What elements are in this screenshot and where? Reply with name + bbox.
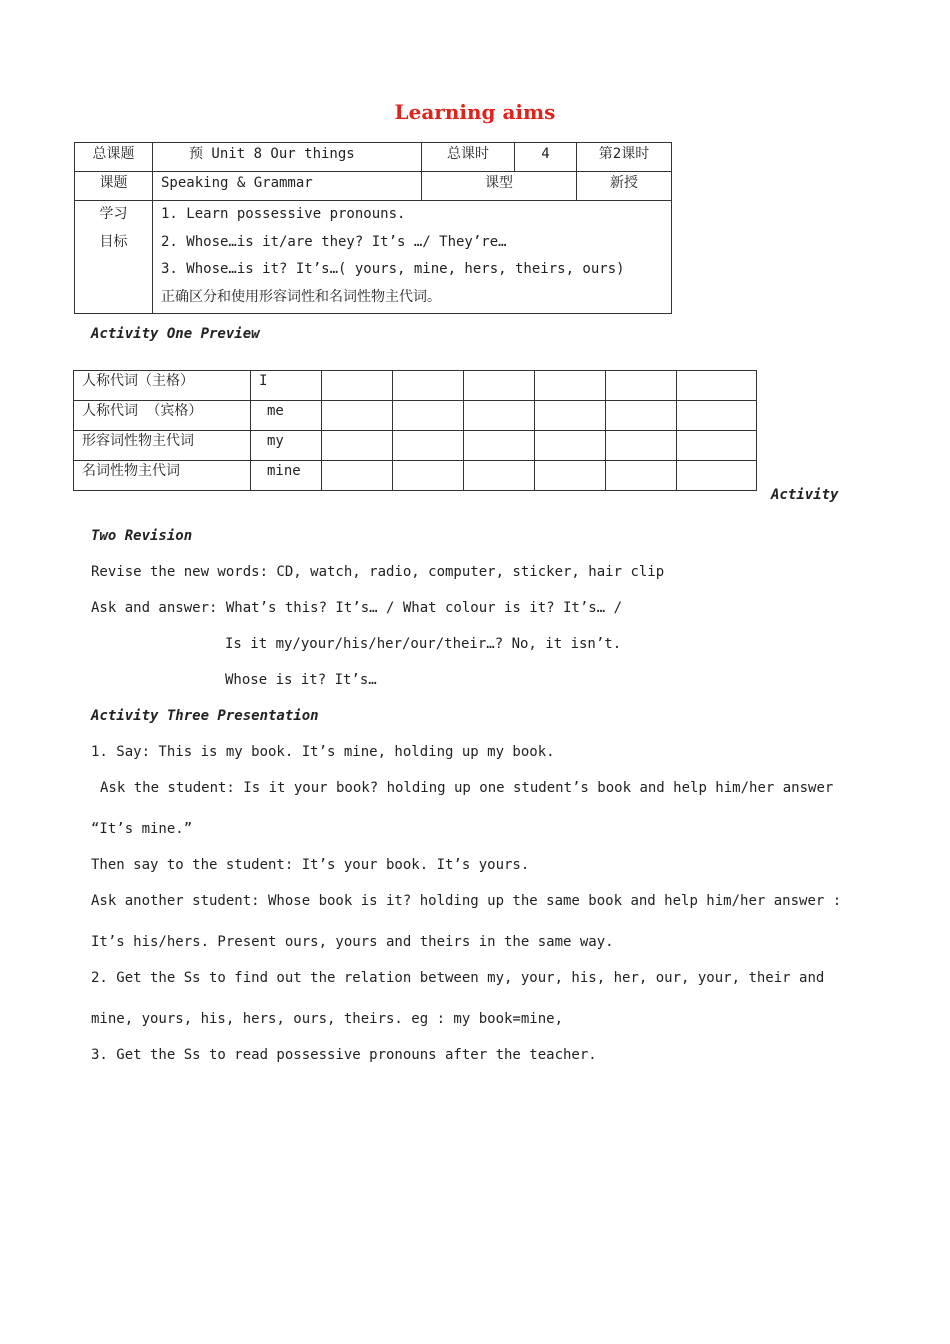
blank-cell [464,431,535,461]
table-cell: Speaking & Grammar [153,172,422,201]
blank-cell [322,461,393,491]
blank-cell [606,431,677,461]
presentation-line: Then say to the student: It’s your book. It’s yours. [91,857,530,873]
blank-cell [677,431,757,461]
presentation-line: mine, yours, his, hers, ours, theirs. eg : my book=mine, [91,1011,564,1027]
table-cell: 总课题 [75,143,153,172]
presentation-line: 3. Get the Ss to read possessive pronouns after the teacher. [91,1047,597,1063]
blank-cell [393,401,464,431]
table-row [74,431,757,461]
blank-cell [677,401,757,431]
table-row [75,172,672,201]
presentation-line: It’s his/hers. Present ours, yours and theirs in the same way. [91,934,614,950]
blank-cell [464,371,535,401]
table-cell: 形容词性物主代词 [74,431,251,461]
activity-one-heading: Activity One Preview [91,326,260,342]
blank-cell [677,371,757,401]
activity-two-heading: Activity [771,487,839,503]
presentation-line: Ask the student: Is it your book? holding up one student’s book and help him/her answer [100,780,834,796]
table-cell: mine [251,461,322,491]
page-title: Learning aims [394,100,556,124]
blank-cell [322,431,393,461]
blank-cell [393,431,464,461]
aim-item: 3. Whose…is it? It’s…( yours, mine, hers, theirs, ours) [161,261,625,277]
blank-cell [606,371,677,401]
activity-three-heading: Activity Three Presentation [91,708,319,724]
table-cell: I [251,371,322,401]
table-cell: 新授 [577,172,672,201]
table-cell: my [251,431,322,461]
table-row [74,461,757,491]
table-cell: 课型 [422,172,577,201]
blank-cell [677,461,757,491]
table-cell: 人称代词（主格） [74,371,251,401]
table-row [75,201,672,314]
aims-content-cell [153,201,672,314]
table-cell: 4 [515,143,577,172]
blank-cell [606,401,677,431]
presentation-line: Ask another student: Whose book is it? holding up the same book and help him/her answer : [91,893,842,909]
blank-cell [535,461,606,491]
presentation-line: 1. Say: This is my book. It’s mine, holding up my book. [91,744,555,760]
table-cell: 名词性物主代词 [74,461,251,491]
blank-cell [535,401,606,431]
presentation-line: “It’s mine.” [91,821,193,837]
presentation-line: 2. Get the Ss to find out the relation between my, your, his, her, our, your, their and [91,970,825,986]
blank-cell [393,461,464,491]
revision-line: Is it my/your/his/her/our/their…? No, it isn’t. [225,636,622,652]
blank-cell [535,371,606,401]
aim-item: 1. Learn possessive pronouns. [161,206,406,222]
aim-item: 2. Whose…is it/are they? It’s …/ They’re… [161,233,507,250]
revision-line: Ask and answer: What’s this? It’s… / What colour is it? It’s… / [91,600,623,616]
pronoun-table [73,370,757,491]
blank-cell [322,401,393,431]
blank-cell [393,371,464,401]
revision-line: Whose is it? It’s… [225,672,377,688]
table-row [74,401,757,431]
blank-cell [535,431,606,461]
revision-line: Revise the new words: CD, watch, radio, computer, sticker, hair clip [91,564,665,580]
table-cell: me [251,401,322,431]
blank-cell [464,461,535,491]
blank-cell [322,371,393,401]
table-cell: 预 Unit 8 Our things [153,143,422,172]
table-cell: 人称代词 （宾格） [74,401,251,431]
table-cell: 总课时 [422,143,515,172]
lesson-info-table [74,142,672,314]
table-row [75,143,672,172]
activity-two-heading: Two Revision [91,528,193,544]
table-cell: 第2课时 [577,143,672,172]
aims-label: 目标 [99,233,128,250]
table-row [74,371,757,401]
aims-label: 学习 [99,206,128,222]
table-cell: 课题 [75,172,153,201]
aim-item: 正确区分和使用形容词性和名词性物主代词。 [161,288,441,305]
blank-cell [464,401,535,431]
aims-label-cell [75,201,153,314]
blank-cell [606,461,677,491]
